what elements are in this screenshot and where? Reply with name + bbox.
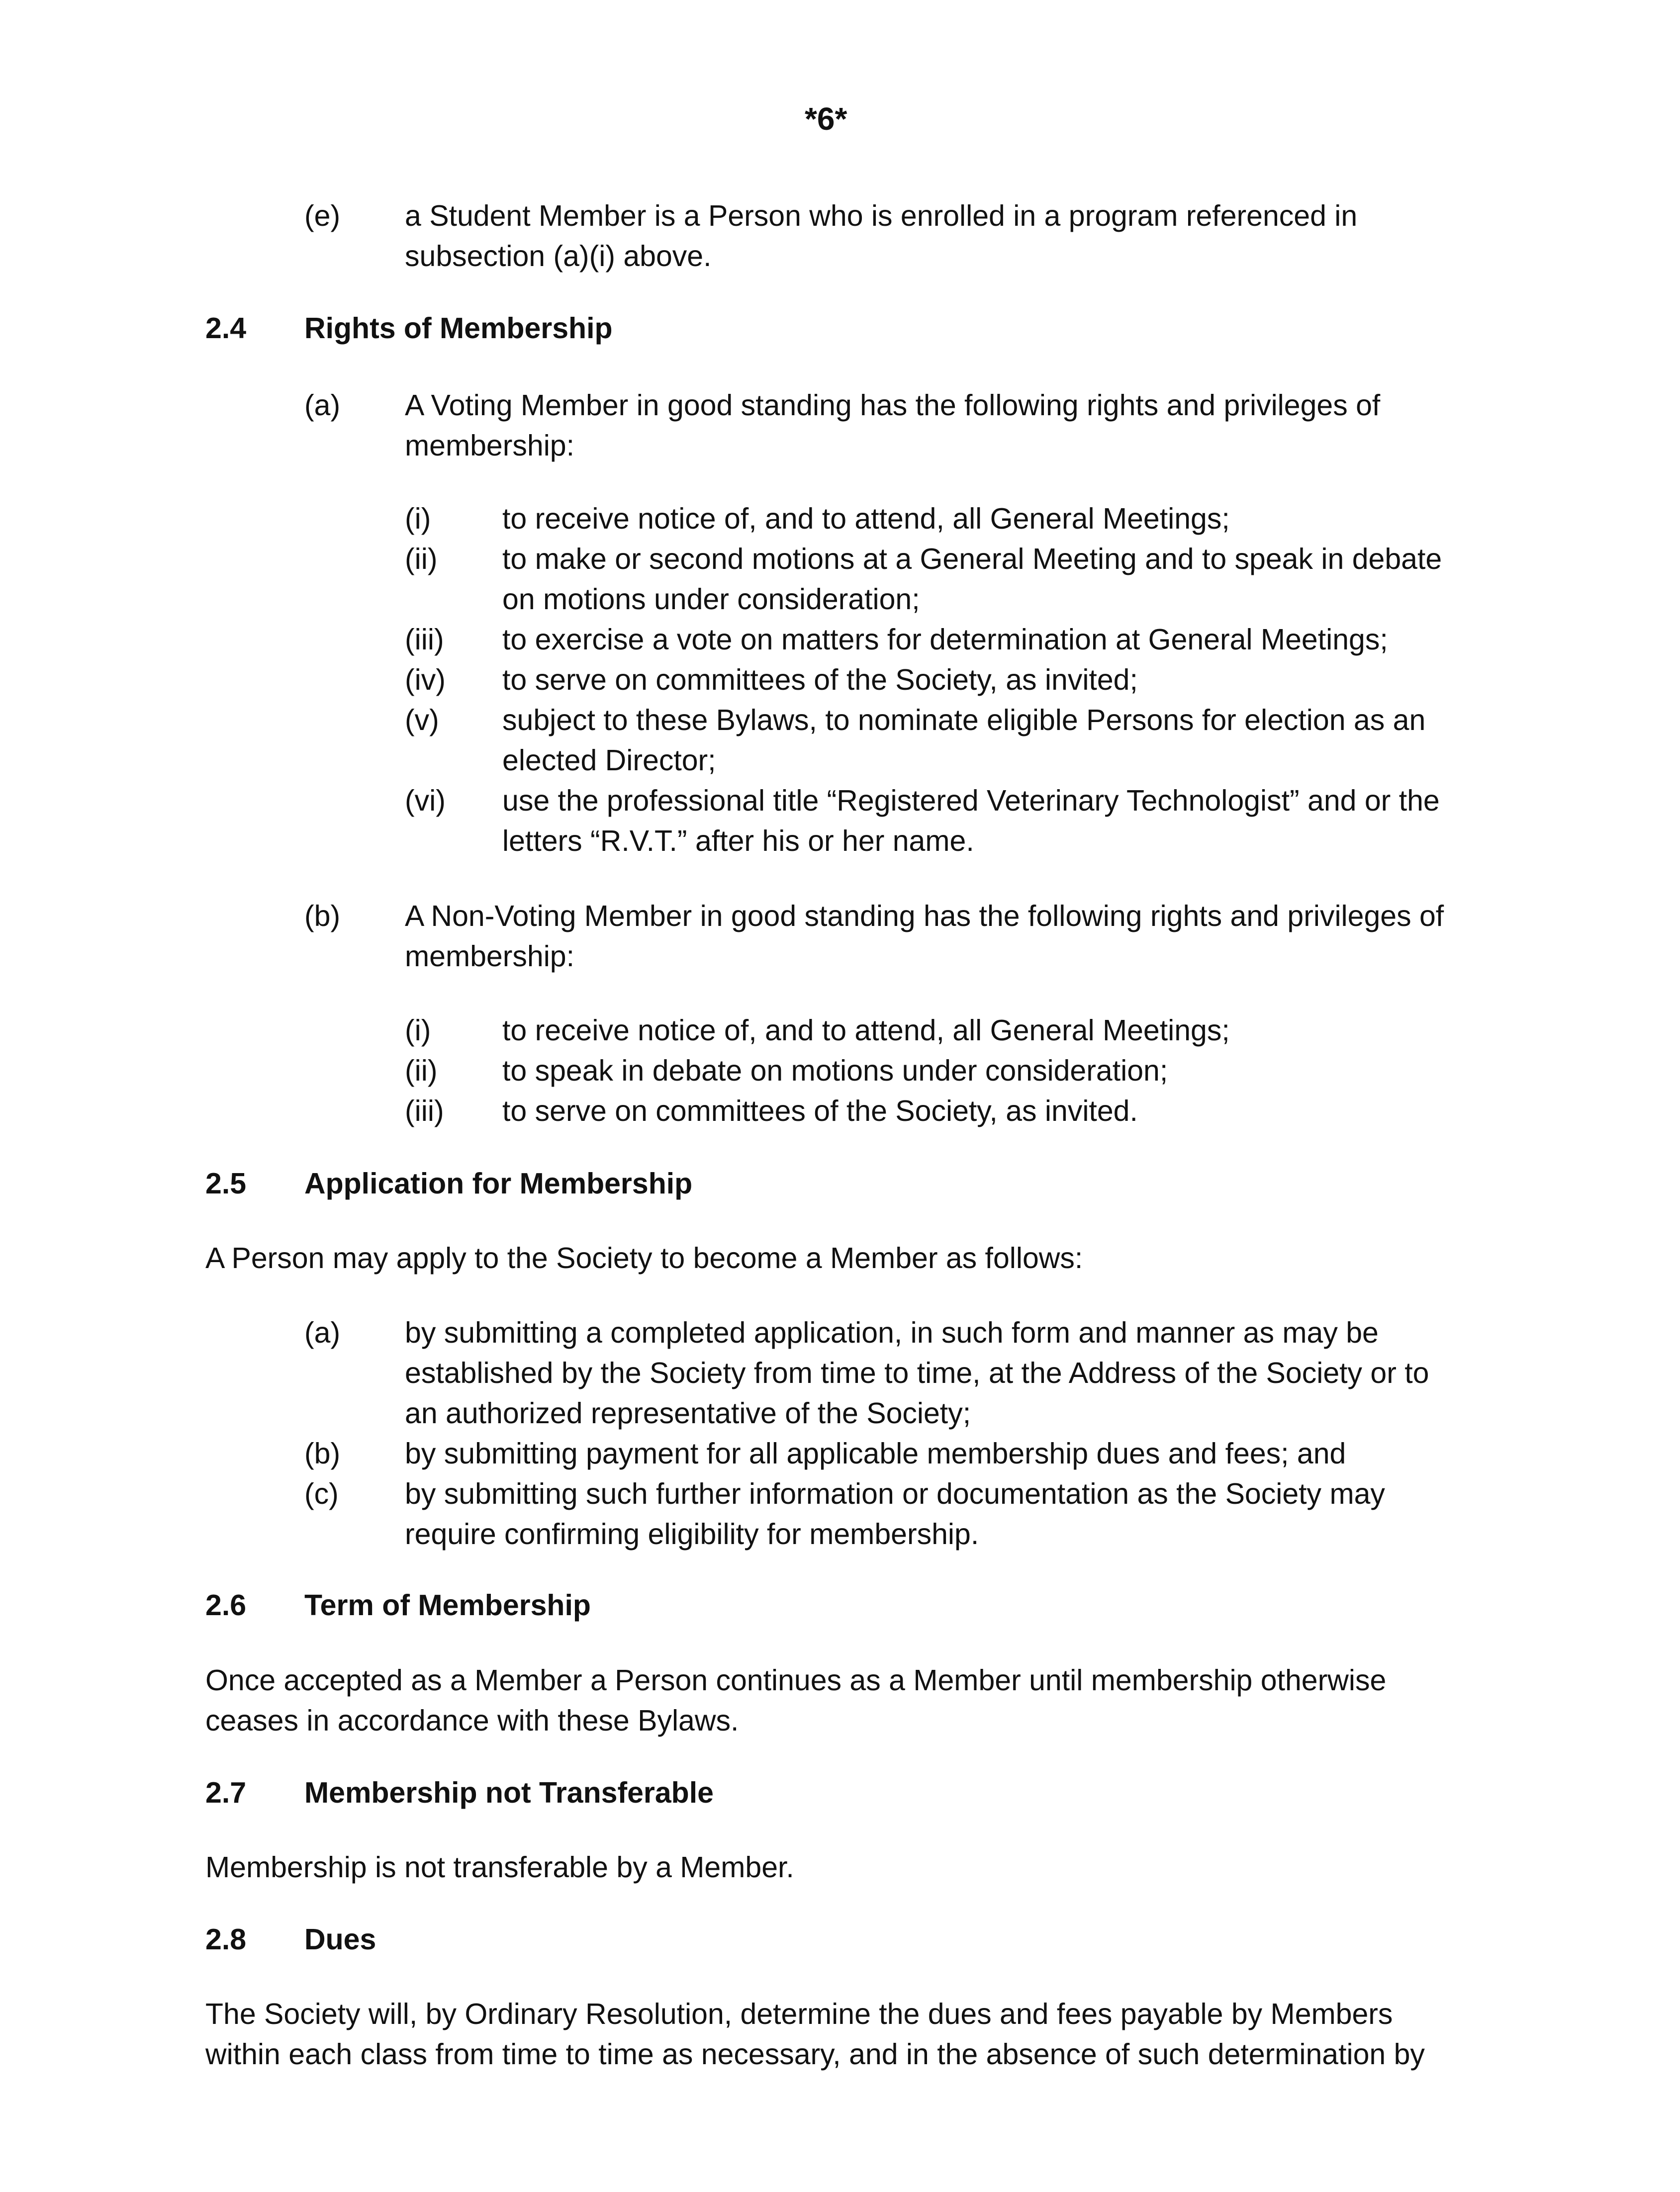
s24-a-iii-text: to exercise a vote on matters for determination at General Meetings; xyxy=(502,623,1388,656)
s24-a-text-line2: membership: xyxy=(405,429,575,462)
section-2-7-title: Membership not Transferable xyxy=(304,1776,714,1809)
s24-b-text-line2: membership: xyxy=(405,940,575,973)
section-2-8-number: 2.8 xyxy=(205,1923,247,1956)
s28-text-line1: The Society will, by Ordinary Resolution, determine the dues and fees payable by Members xyxy=(205,1998,1393,2030)
s24-a-v-label: (v) xyxy=(405,704,439,736)
page-number: *6* xyxy=(805,101,847,137)
s24-a-ii-label: (ii) xyxy=(405,543,438,575)
s24-a-v-text-line1: subject to these Bylaws, to nominate eligible Persons for election as an xyxy=(502,704,1426,736)
s24-b-iii-text: to serve on committees of the Society, as invited. xyxy=(502,1095,1138,1127)
s27-text: Membership is not transferable by a Member. xyxy=(205,1851,794,1884)
s24-b-ii-label: (ii) xyxy=(405,1054,438,1087)
s26-text-line2: ceases in accordance with these Bylaws. xyxy=(205,1704,739,1737)
s24-a-label: (a) xyxy=(304,389,341,422)
s24-a-vi-text-line1: use the professional title “Registered Veterinary Technologist” and or the xyxy=(502,784,1440,817)
s24-b-label: (b) xyxy=(304,900,341,932)
s25-b-label: (b) xyxy=(304,1437,341,1470)
section-2-8-title: Dues xyxy=(304,1923,376,1956)
s24-a-i-text: to receive notice of, and to attend, all General Meetings; xyxy=(502,502,1230,535)
section-2-4-number: 2.4 xyxy=(205,312,247,345)
s24-a-v-text-line2: elected Director; xyxy=(502,744,716,777)
section-2-5-title: Application for Membership xyxy=(304,1167,693,1200)
item-e-text-line1: a Student Member is a Person who is enrolled in a program referenced in xyxy=(405,199,1358,232)
s24-b-ii-text: to speak in debate on motions under consideration; xyxy=(502,1054,1168,1087)
s25-c-label: (c) xyxy=(304,1477,339,1510)
s24-b-i-text: to receive notice of, and to attend, all General Meetings; xyxy=(502,1014,1230,1047)
section-2-4-title: Rights of Membership xyxy=(304,312,613,345)
s24-a-iv-label: (iv) xyxy=(405,663,446,696)
s24-a-iii-label: (iii) xyxy=(405,623,444,656)
section-2-6-number: 2.6 xyxy=(205,1589,247,1622)
s24-a-iv-text: to serve on committees of the Society, as invited; xyxy=(502,663,1138,696)
s25-intro: A Person may apply to the Society to become a Member as follows: xyxy=(205,1242,1083,1275)
s25-a-text-line1: by submitting a completed application, in such form and manner as may be xyxy=(405,1316,1379,1349)
s24-a-i-label: (i) xyxy=(405,502,431,535)
section-2-6-title: Term of Membership xyxy=(304,1589,591,1622)
item-e-text-line2: subsection (a)(i) above. xyxy=(405,240,712,273)
s26-text-line1: Once accepted as a Member a Person continues as a Member until membership otherwise xyxy=(205,1664,1387,1697)
s25-b-text: by submitting payment for all applicable membership dues and fees; and xyxy=(405,1437,1346,1470)
s24-b-text-line1: A Non-Voting Member in good standing has the following rights and privileges of xyxy=(405,900,1444,932)
s24-b-i-label: (i) xyxy=(405,1014,431,1047)
item-e-label: (e) xyxy=(304,199,341,232)
s25-c-text-line1: by submitting such further information or documentation as the Society may xyxy=(405,1477,1385,1510)
s25-a-label: (a) xyxy=(304,1316,341,1349)
s25-c-text-line2: require confirming eligibility for membership. xyxy=(405,1518,979,1551)
s24-a-vi-text-line2: letters “R.V.T.” after his or her name. xyxy=(502,824,974,857)
section-2-7-number: 2.7 xyxy=(205,1776,247,1809)
s25-a-text-line3: an authorized representative of the Society; xyxy=(405,1397,971,1430)
s24-a-vi-label: (vi) xyxy=(405,784,446,817)
section-2-5-number: 2.5 xyxy=(205,1167,247,1200)
s24-b-iii-label: (iii) xyxy=(405,1095,444,1127)
s24-a-ii-text-line2: on motions under consideration; xyxy=(502,583,920,616)
s24-a-text-line1: A Voting Member in good standing has the following rights and privileges of xyxy=(405,389,1381,422)
s24-a-ii-text-line1: to make or second motions at a General Meeting and to speak in debate xyxy=(502,543,1442,575)
s25-a-text-line2: established by the Society from time to time, at the Address of the Society or to xyxy=(405,1357,1429,1389)
s28-text-line2: within each class from time to time as necessary, and in the absence of such determination by xyxy=(205,2038,1425,2071)
